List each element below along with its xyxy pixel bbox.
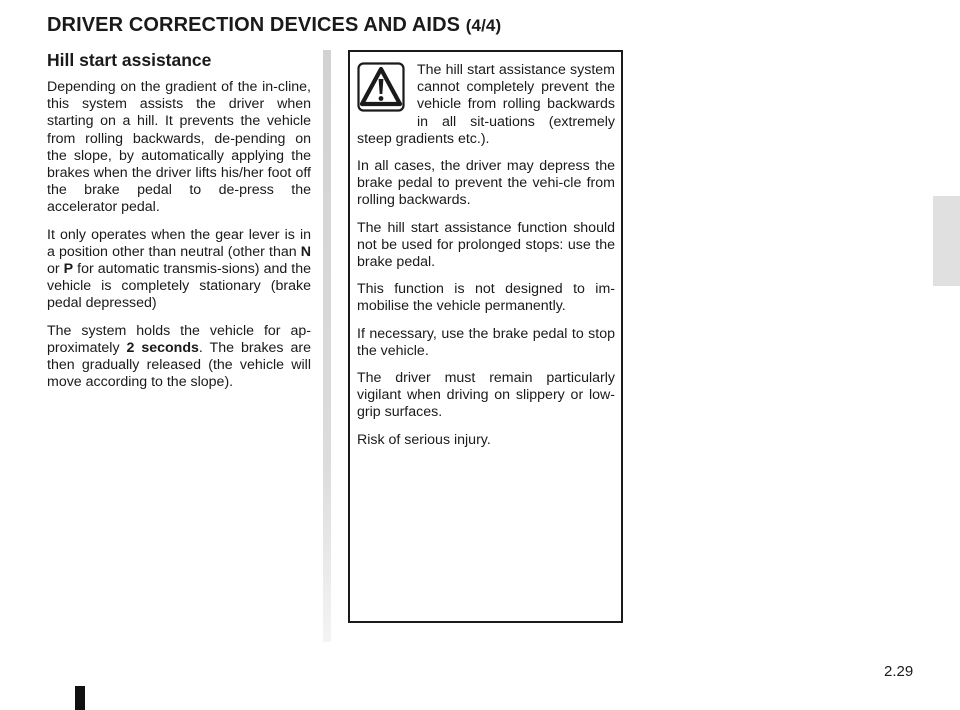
warning-paragraph: In all cases, the driver may depress the brake pedal to prevent the vehi-cle from rolling backwards. [357, 158, 615, 209]
section-title: Hill start assistance [47, 50, 212, 70]
left-column [47, 50, 311, 401]
warning-paragraph: This function is not designed to im-mobilise the vehicle permanently. [357, 281, 615, 315]
warning-triangle-icon [357, 62, 405, 112]
page-title-suffix: (4/4) [465, 16, 502, 35]
text-segment: It only operates when the gear lever is in a position other than neutral (other than [47, 226, 311, 260]
hold-duration-value: 2 seconds [126, 339, 199, 356]
warning-paragraph: If necessary, use the brake pedal to stop the vehicle. [357, 325, 615, 359]
text-segment: . The brakes are then gradually released (the vehicle will move according to the slope). [47, 339, 311, 391]
paragraph-description: Depending on the gradient of the in-cline, this system assists the driver when starting on a hill. It prevents the vehicle from rolling backwards, de-pending on the slope, by automatically applying the brakes when the driver lifts his/her foot off the brake pedal to de-press the accelerator pedal. [47, 79, 311, 216]
chapter-side-tab [933, 196, 960, 286]
warning-paragraph: Risk of serious injury. [357, 431, 491, 448]
paragraph-operating-conditions [47, 227, 311, 313]
gear-n-label: N [300, 243, 311, 260]
page-title [47, 14, 501, 37]
gear-p-label: P [63, 261, 74, 278]
page-title-text: DRIVER CORRECTION DEVICES AND AIDS [47, 14, 461, 36]
page-number: 2.29 [884, 663, 914, 680]
warning-box [348, 50, 623, 623]
text-segment: or [47, 261, 64, 278]
text-segment: The system holds the vehicle for ap-proximately [47, 322, 311, 356]
corner-marker [75, 686, 85, 710]
text-segment: for automatic transmis-sions) and the vehicle is completely stationary (brake pedal depressed) [47, 261, 312, 312]
column-divider [323, 50, 331, 642]
warning-paragraph: The hill start assistance function should not be used for prolonged stops: use the brake pedal. [357, 219, 615, 271]
warning-paragraph: The driver must remain particularly vigilant when driving on slippery or low-grip surfaces. [357, 370, 615, 421]
paragraph-hold-duration [47, 323, 311, 392]
warning-paragraph: The hill start assistance system cannot completely prevent the vehicle from rolling backwards in all sit-uations (extremely steep gradients etc.). [357, 62, 615, 147]
